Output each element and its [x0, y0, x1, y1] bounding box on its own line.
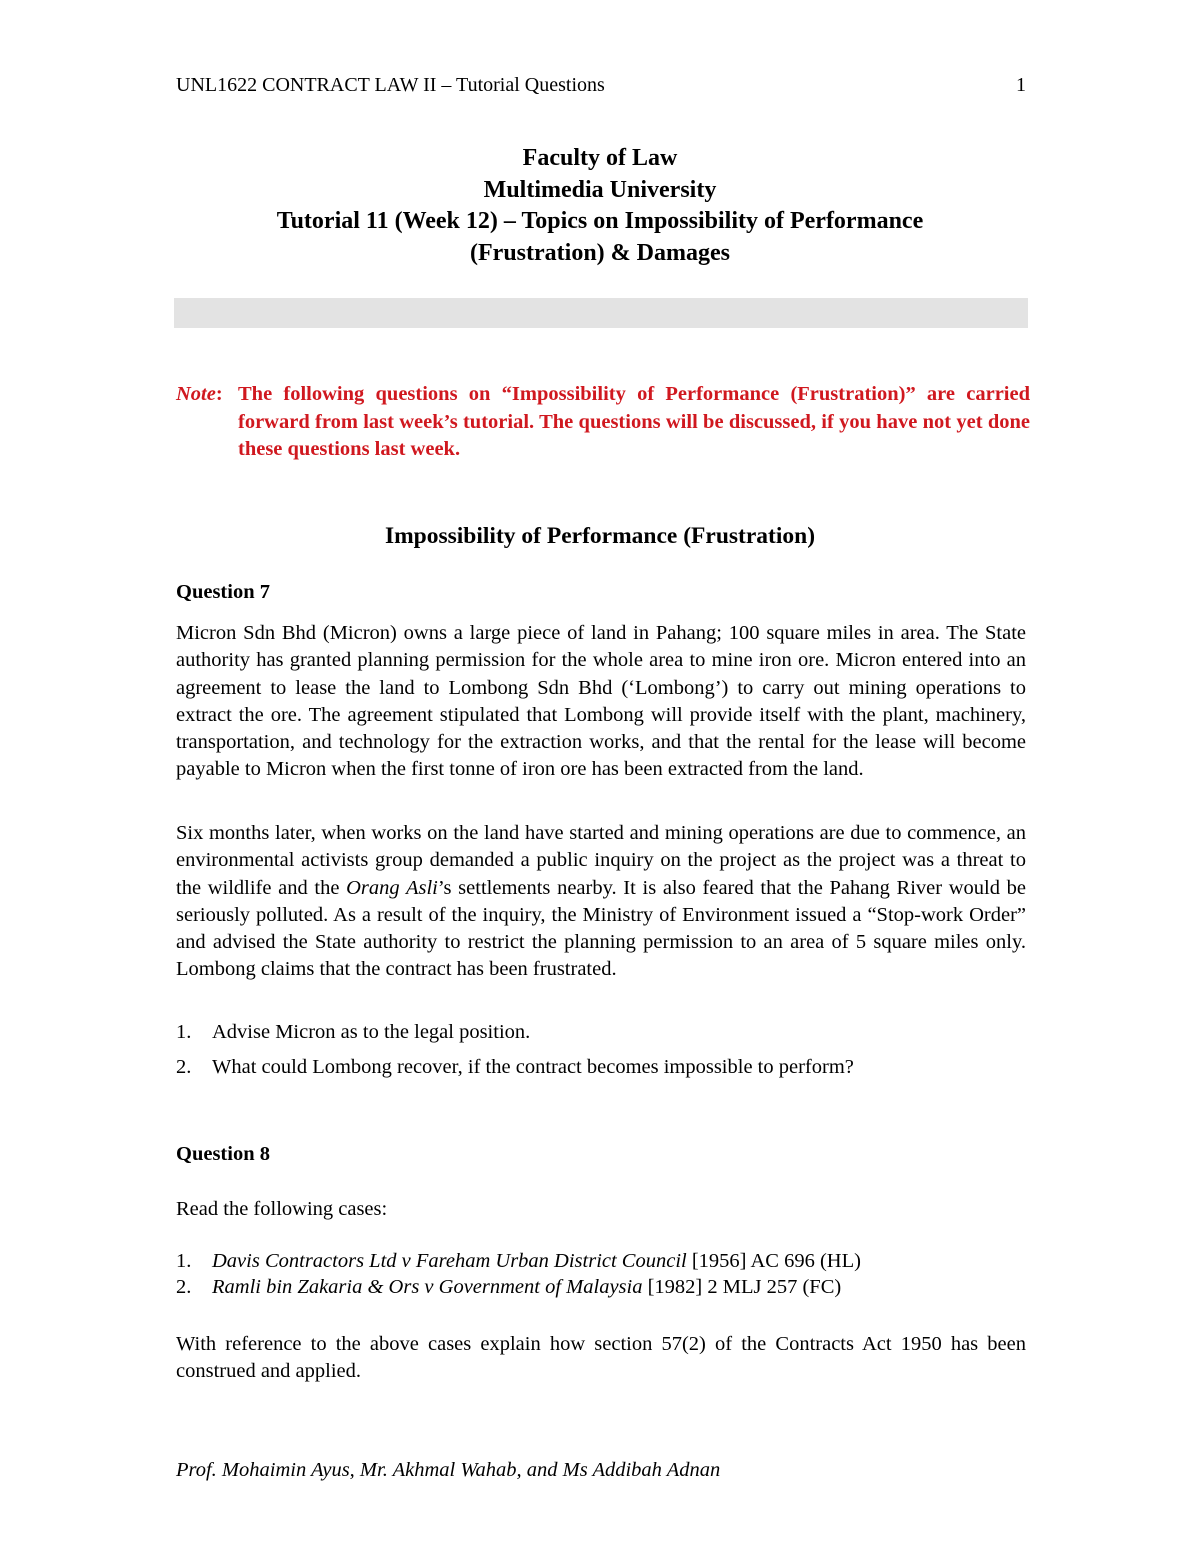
section-heading: Impossibility of Performance (Frustration) [384, 523, 816, 549]
tutorial-title: Tutorial 11 (Week 12) – Topics on Impossibility of Performance [276, 208, 924, 234]
list-item [176, 1021, 1026, 1044]
grey-divider-band [174, 298, 1028, 328]
note-colon: : [215, 383, 223, 405]
list-item [176, 1056, 1026, 1079]
title-block [100, 143, 1100, 269]
case-citation: [1982] 2 MLJ 257 (FC) [642, 1276, 842, 1298]
case-item [176, 1250, 1026, 1273]
list-number: 1. [176, 1021, 192, 1043]
orang-asli-italic: Orang Asli [346, 876, 438, 899]
tutorial-subtitle: (Frustration) & Damages [470, 239, 730, 266]
faculty-title: Faculty of Law [522, 145, 678, 171]
case-number: 1. [176, 1250, 192, 1272]
question-8-heading: Question 8 [176, 1143, 270, 1165]
paragraph-2-text-b: ’s settlements nearby. It is also feared that the Pahang River would be seriously polluted. As a result of the inquiry, the Ministry of Environment issued a “Stop-work Order” and advised the State authority to restrict the planning permission to an area of 5 square miles only. Lombong claims that the contract has been frustrated. [176, 876, 1026, 981]
paragraph-2-text-a: Six months later, when works on the land have started and mining operations are due to commence, an environmental activists group demanded a public inquiry on the project as the project was a threat to the wildlife and the [176, 822, 1026, 899]
university-title: Multimedia University [483, 176, 717, 203]
question-7-heading: Question 7 [176, 581, 270, 603]
question-8-case-list [176, 1250, 1026, 1299]
footer-authors: Prof. Mohaimin Ayus, Mr. Akhmal Wahab, and Ms Addibah Adnan [176, 1459, 721, 1481]
list-number: 2. [176, 1056, 192, 1078]
question-7-paragraph-2 [176, 820, 1026, 984]
page-number: 1 [1016, 74, 1026, 96]
note-label: Note [176, 383, 216, 405]
question-7-paragraph-1: Micron Sdn Bhd (Micron) owns a large piece of land in Pahang; 100 square miles in area. The State authority has granted planning permission for the whole area to mine iron ore. Micron entered into an agreement to lease the land to Lombong Sdn Bhd (‘Lombong’) to carry out mining operations to extract the ore. The agreement stipulated that Lombong will provide itself with the plant, machinery, transportation, and technology for the extraction works, and that the rental for the lease will become payable to Micron when the first tonne of iron ore has been extracted from the land. [176, 622, 1026, 781]
list-text: Advise Micron as to the legal position. [212, 1021, 531, 1043]
case-name: Ramli bin Zakaria & Ors v Government of Malaysia [212, 1276, 643, 1298]
header-title: UNL1622 CONTRACT LAW II – Tutorial Questions [176, 74, 605, 96]
case-item [176, 1276, 1026, 1299]
note-block [176, 381, 1030, 464]
case-name: Davis Contractors Ltd v Fareham Urban District Council [212, 1250, 687, 1272]
note-text: The following questions on “Impossibility of Performance (Frustration)” are carried forward from last week’s tutorial. The questions will be discussed, if you have not yet done these questions last week. [238, 383, 1030, 460]
question-7-list [176, 1021, 1026, 1079]
case-citation: [1956] AC 696 (HL) [686, 1250, 861, 1272]
question-8-intro: Read the following cases: [176, 1198, 388, 1220]
note-label-wrap [176, 381, 223, 409]
list-text: What could Lombong recover, if the contract becomes impossible to perform? [212, 1056, 854, 1078]
question-8-closing: With reference to the above cases explain how section 57(2) of the Contracts Act 1950 has been construed and applied. [176, 1333, 1026, 1383]
case-number: 2. [176, 1276, 192, 1298]
page-header [176, 74, 1026, 100]
